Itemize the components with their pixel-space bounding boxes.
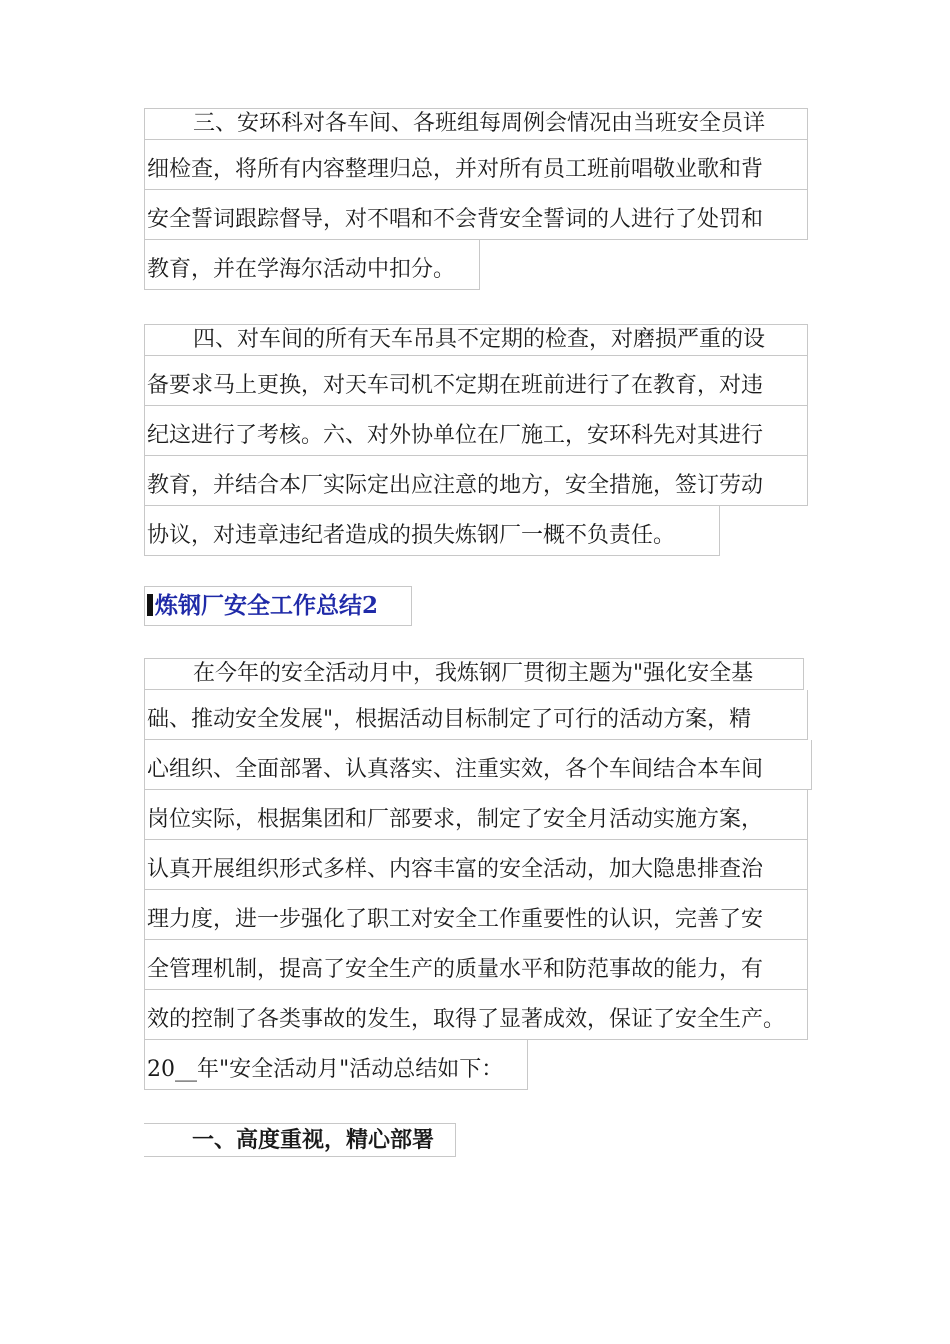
paragraph-line: 教育，并结合本厂实际定出应注意的地方，安全措施，签订劳动 [144, 456, 808, 506]
heading-marker-icon [147, 594, 153, 616]
paragraph-line: 三、安环科对各车间、各班组每周例会情况由当班安全员详 [144, 108, 808, 140]
paragraph-line: 四、对车间的所有天车吊具不定期的检查，对磨损严重的设 [144, 324, 808, 356]
paragraph-line: 备要求马上更换，对天车司机不定期在班前进行了在教育，对违 [144, 356, 808, 406]
paragraph-line: 心组织、全面部署、认真落实、注重实效，各个车间结合本车间 [144, 740, 812, 790]
paragraph-line: 础、推动安全发展"，根据活动目标制定了可行的活动方案，精 [144, 690, 808, 740]
heading-text: 炼钢厂安全工作总结2 [155, 592, 379, 619]
section-heading [144, 586, 412, 626]
paragraph-line: 20__年"安全活动月"活动总结如下： [144, 1040, 528, 1090]
paragraph-line: 全管理机制，提高了安全生产的质量水平和防范事故的能力，有 [144, 940, 808, 990]
paragraph-line: 协议，对违章违纪者造成的损失炼钢厂一概不负责任。 [144, 506, 720, 556]
paragraph-line: 教育，并在学海尔活动中扣分。 [144, 240, 480, 290]
paragraph-line: 认真开展组织形式多样、内容丰富的安全活动，加大隐患排查治 [144, 840, 808, 890]
paragraph-line: 细检查，将所有内容整理归总，并对所有员工班前唱敬业歌和背 [144, 140, 808, 190]
paragraph-line: 纪这进行了考核。六、对外协单位在厂施工，安环科先对其进行 [144, 406, 808, 456]
subsection-heading: 一、高度重视，精心部署 [144, 1123, 456, 1157]
paragraph-line: 在今年的安全活动月中，我炼钢厂贯彻主题为"强化安全基 [144, 658, 804, 690]
paragraph-line: 效的控制了各类事故的发生，取得了显著成效，保证了安全生产。 [144, 990, 808, 1040]
paragraph-line: 安全誓词跟踪督导，对不唱和不会背安全誓词的人进行了处罚和 [144, 190, 808, 240]
paragraph-line: 理力度，进一步强化了职工对安全工作重要性的认识，完善了安 [144, 890, 808, 940]
paragraph-line: 岗位实际，根据集团和厂部要求，制定了安全月活动实施方案， [144, 790, 808, 840]
